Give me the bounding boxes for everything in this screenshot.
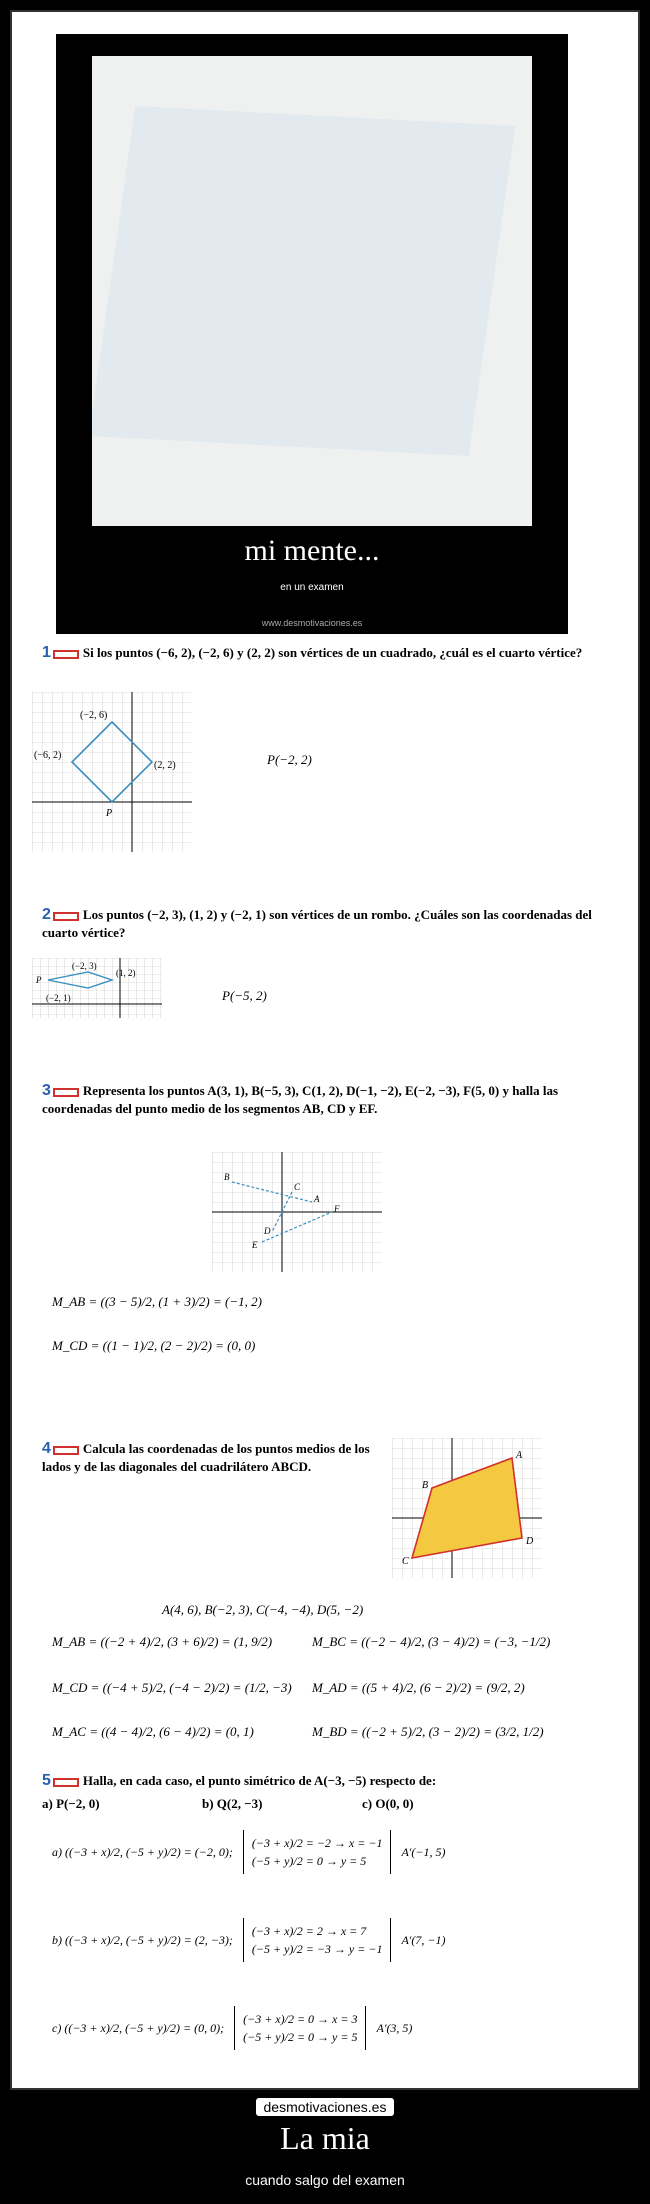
point-label: (−2, 6)	[80, 710, 108, 721]
difficulty-boxes	[53, 650, 79, 659]
option-c: c) O(0, 0)	[362, 1796, 414, 1811]
exercise-text: Calcula las coordenadas de los puntos medios de los lados y de las diagonales del cuadrilátero ABCD.	[42, 1441, 370, 1474]
point-label: (−2, 3)	[72, 961, 97, 971]
midpoint-cd: M_CD = ((−4 + 5)/2, (−4 − 2)/2) = (1/2, −3)	[52, 1680, 292, 1695]
point-label: F	[334, 1204, 340, 1214]
midpoint-ab: M_AB = ((−2 + 4)/2, (3 + 6)/2) = (1, 9/2)	[52, 1634, 273, 1649]
point-label: (−2, 1)	[46, 993, 71, 1003]
midpoint-bd: M_BD = ((−2 + 5)/2, (3 − 2)/2) = (3/2, 1/2)	[312, 1724, 544, 1739]
point-label: D	[526, 1536, 534, 1547]
point-label: C	[402, 1556, 409, 1567]
solution-result: A′(−1, 5)	[401, 1844, 446, 1859]
poster-title: mi mente...	[244, 534, 380, 567]
point-label: A	[314, 1194, 320, 1204]
motivational-poster	[56, 34, 568, 634]
difficulty-boxes	[53, 912, 79, 921]
solution-result: A′(3, 5)	[376, 2020, 413, 2035]
midpoint-cd: M_CD = ((1 − 1)/2, (2 − 2)/2) = (0, 0)	[52, 1338, 256, 1353]
equation-x: (−3 + x)/2 = −2 → x = −1	[251, 1836, 383, 1850]
exercise-2	[42, 906, 602, 942]
exercise-1-answer: P(−2, 2)	[267, 752, 312, 767]
equation-y: (−5 + y)/2 = 0 → y = 5	[251, 1854, 367, 1868]
site-logo-text[interactable]: desmotivaciones.es	[256, 2098, 395, 2116]
point-label: A	[516, 1450, 523, 1461]
poster-url: www.desmotivaciones.es	[261, 618, 363, 628]
equation-y: (−5 + y)/2 = −3 → y = −1	[251, 1942, 383, 1956]
solution-lhs: a) ((−3 + x)/2, (−5 + y)/2) = (−2, 0);	[52, 1844, 233, 1859]
grid-figure-2	[32, 958, 162, 1018]
point-label: B	[224, 1172, 230, 1182]
point-label: P	[106, 808, 113, 819]
solution-lhs: b) ((−3 + x)/2, (−5 + y)/2) = (2, −3);	[52, 1932, 233, 1947]
exercise-number: 4	[42, 1440, 51, 1457]
equation-system	[243, 1918, 392, 1962]
grid-figure-3	[212, 1152, 382, 1272]
equation-x: (−3 + x)/2 = 0 → x = 3	[243, 2012, 358, 2026]
quadrilateral-figure	[392, 1438, 542, 1578]
difficulty-boxes	[53, 1778, 79, 1787]
midpoint-ad: M_AD = ((5 + 4)/2, (6 − 2)/2) = (9/2, 2)	[312, 1680, 525, 1695]
exercise-text: Representa los puntos A(3, 1), B(−5, 3), C(1, 2), D(−1, −2), E(−2, −3), F(5, 0) y halla las coordenadas del punto medio de los segmentos AB, CD y EF.	[42, 1083, 559, 1116]
solution-lhs: c) ((−3 + x)/2, (−5 + y)/2) = (0, 0);	[52, 2020, 225, 2035]
point-label: (−6, 2)	[34, 750, 62, 761]
point-label: B	[422, 1480, 429, 1491]
exercise-number: 5	[42, 1772, 51, 1789]
exercise-number: 2	[42, 906, 51, 923]
solution-a	[52, 1830, 552, 1874]
solution-b	[52, 1918, 552, 1962]
solution-result: A′(7, −1)	[401, 1932, 446, 1947]
exercise-text: Los puntos (−2, 3), (1, 2) y (−2, 1) son vértices de un rombo. ¿Cuáles son las coordenadas del cuarto vértice?	[42, 907, 592, 940]
site-logo[interactable]	[0, 2098, 650, 2117]
quadrilateral-points: A(4, 6), B(−2, 3), C(−4, −4), D(5, −2)	[162, 1602, 364, 1617]
equation-system	[243, 1830, 392, 1874]
midpoint-ac: M_AC = ((4 − 4)/2, (6 − 4)/2) = (0, 1)	[52, 1724, 254, 1739]
equation-x: (−3 + x)/2 = 2 → x = 7	[251, 1924, 367, 1938]
exercise-4	[42, 1440, 372, 1476]
point-label: D	[264, 1226, 271, 1236]
grid-figure-1	[32, 692, 192, 852]
option-a: a) P(−2, 0)	[42, 1796, 100, 1811]
point-label: C	[294, 1182, 301, 1192]
midpoint-ab: M_AB = ((3 − 5)/2, (1 + 3)/2) = (−1, 2)	[52, 1294, 262, 1309]
exercise-1	[42, 644, 602, 662]
point-label: (2, 2)	[154, 760, 176, 771]
poster-subtitle: en un examen	[280, 582, 344, 593]
difficulty-boxes	[53, 1088, 79, 1097]
solution-c	[52, 2006, 552, 2050]
midpoint-bc: M_BC = ((−2 − 4)/2, (3 − 4)/2) = (−3, −1/2)	[312, 1634, 551, 1649]
equation-y: (−5 + y)/2 = 0 → y = 5	[243, 2030, 358, 2044]
exercise-text: Halla, en cada caso, el punto simétrico de A(−3, −5) respecto de:	[82, 1773, 437, 1788]
point-label: P	[36, 975, 42, 985]
point-label: (1, 2)	[116, 968, 136, 978]
exercise-number: 1	[42, 644, 51, 661]
poster-image	[92, 56, 532, 526]
option-b: b) Q(2, −3)	[202, 1796, 263, 1811]
exercise-3	[42, 1082, 602, 1118]
post-subtitle: cuando salgo del examen	[245, 2172, 405, 2188]
point-label: E	[252, 1240, 258, 1250]
content-frame	[10, 10, 640, 2090]
difficulty-boxes	[53, 1446, 79, 1455]
equation-system	[234, 2006, 366, 2050]
exercise-text: Si los puntos (−6, 2), (−2, 6) y (2, 2) son vértices de un cuadrado, ¿cuál es el cuarto vértice?	[82, 645, 583, 660]
post-title: La mia	[280, 2120, 370, 2156]
exercise-2-answer: P(−5, 2)	[222, 988, 267, 1003]
exercise-5-options	[42, 1796, 522, 1812]
exercise-number: 3	[42, 1082, 51, 1099]
exercise-5	[42, 1772, 602, 1790]
